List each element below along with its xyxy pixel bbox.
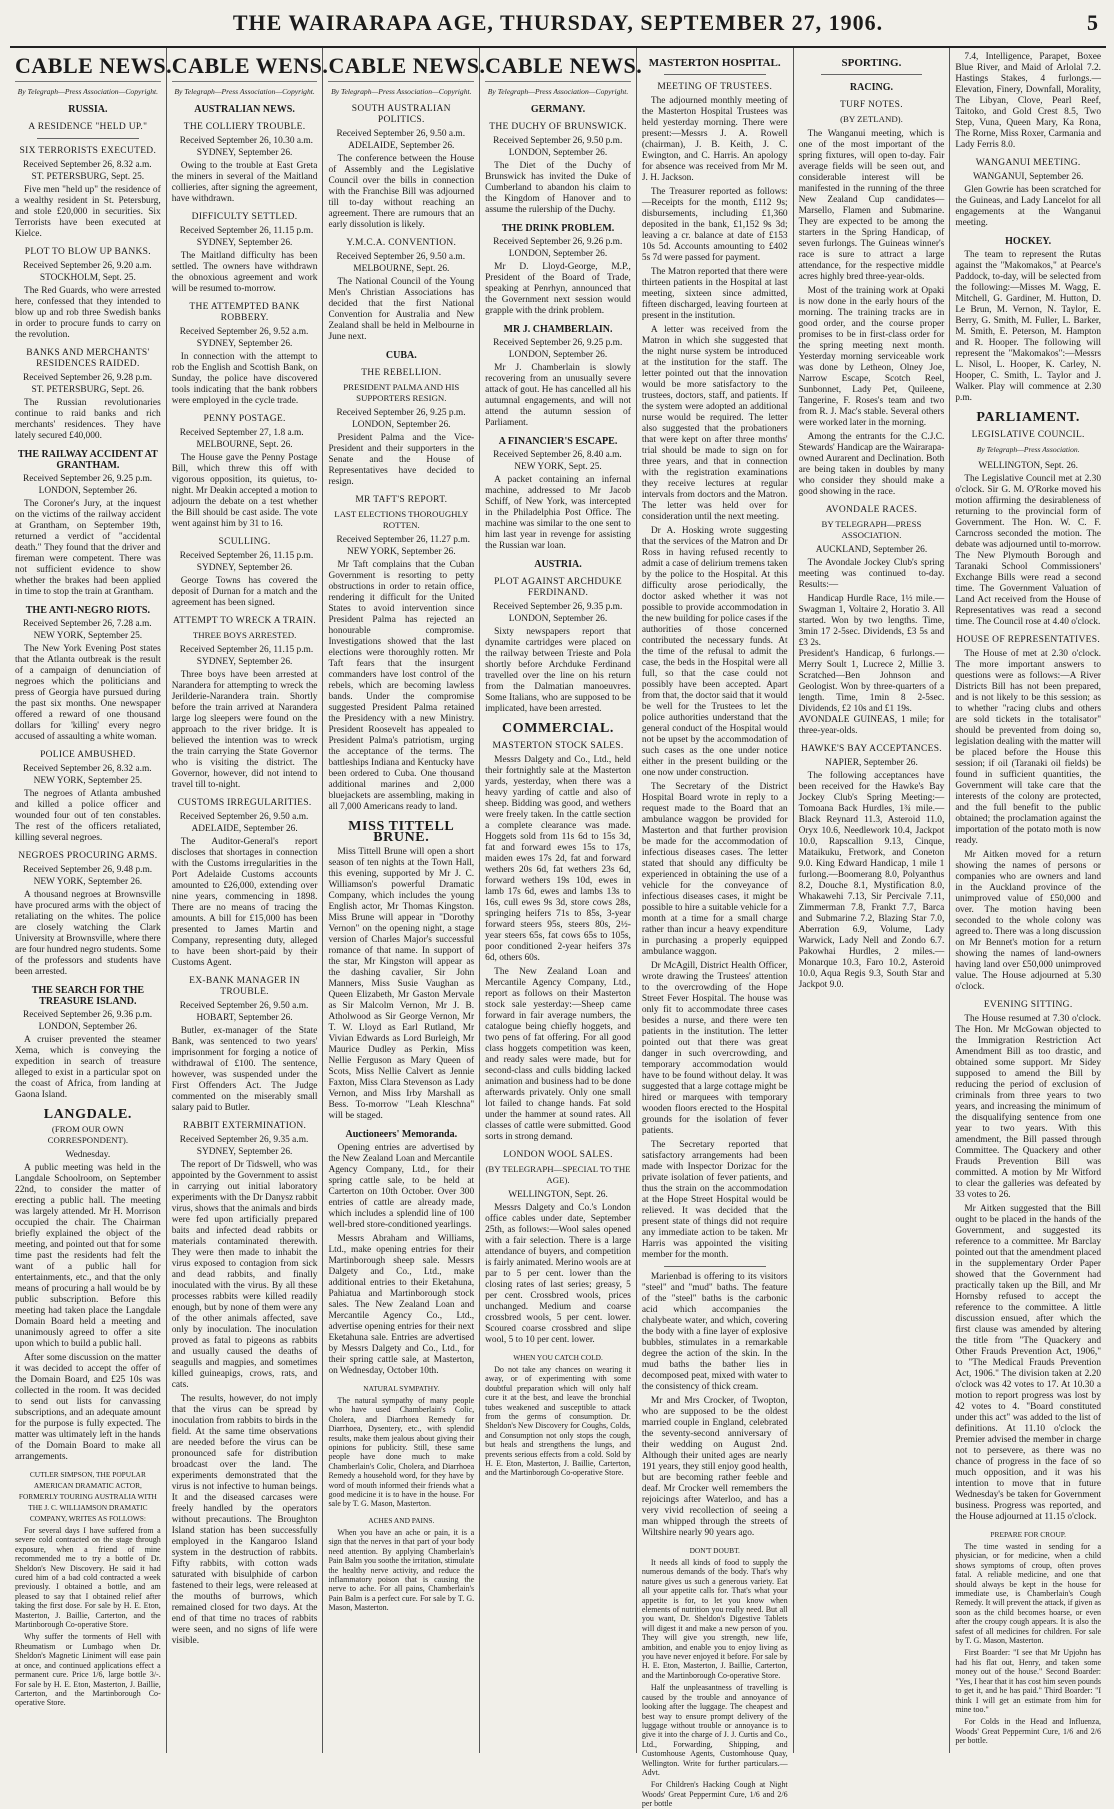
placeline: NEW YORK, September 26. xyxy=(347,547,456,557)
placeline: ST. PETERSBURG, Sept. 25. xyxy=(31,172,145,182)
article-subheading: THREE BOYS ARRESTED. xyxy=(192,630,297,640)
dateline: Received September 27, 1.8 a.m. xyxy=(179,428,304,438)
advert-body: The time wasted in sending for a physician, or for medicine, when a child shows symptoms of croup, often proves fatal. A reliable medicine, and one that should always be kept in the house for immediate use, is Chamberlain's Cough Remedy. It will prevent the attack, if given as soon as the child becomes hoarse, or even after the croupy cough appears. It is also the safest of all medicines for children. For sale by T. G. Mason, Masterton. xyxy=(955,1542,1102,1646)
placeline: MELBOURNE, Sept. 26. xyxy=(353,264,450,274)
article-heading: PLOT AGAINST ARCHDUKE FERDINAND. xyxy=(494,577,622,598)
article-body: Dr McAgill, District Health Officer, wrote drawing the Trustees' attention to the overcrowding of the Hope Street Fever Hospital. The house was only fit to accommodate three cases besides a nurse, and there were ten patients in the institution. The letter pointed out that there was great danger in such overcrowding, and temporary accommodation would have to be found without delay. It was suggested that a large cottage might be hired or marquees with temporary wooden floors erected to the Hospital grounds for the isolation of fever patients. xyxy=(641,961,788,1136)
dateline: Received September 26, 9.20 a.m. xyxy=(23,261,152,271)
article-subheading: BY TELEGRAPH—PRESS ASSOCIATION. xyxy=(821,519,922,540)
article-heading: LONDON WOOL SALES. xyxy=(503,1150,613,1160)
article-body: Miss Tittell Brune will open a short season of ten nights at the Town Hall, this evening, supported by Mr J. C. Williamson's powerful Dramatic Company, which includes the young English actor, Mr Thomas Kingston. Miss Brune will appear in "Dorothy Vernon" on the opening night, a stage version of Charles Major's successful romance of that name. In support of the star, Mr Kingston will appear as the dashing cavalier, Sir John Manners, Miss Susie Vaughan as Queen Elizabeth, Mr Gaston Mervale as Sir Malcolm Vernon, Mr J. B. Atholwood as Sir George Vernon, Mr T. W. Lloyd as Earl Rutland, Mr Vivian Edwards as Lord Burleigh, Mr Maurice Dudley as Perkin, Miss Nellie Ferguson as Mary Queen of Scots, Miss Nellie Calvert as Jennie Faxton, Miss Clara Stevenson as Lady Vernon, and Miss Irby Marshall as Bess. To-morrow "Leah Kleschna" will be staged. xyxy=(328,847,475,1121)
column-6 xyxy=(794,48,951,1753)
article-body: The Maitland difficulty has been settled. The owners have withdrawn the obnoxious agreement and work will be resumed to-morrow. xyxy=(171,251,318,294)
placeline: STOCKHOLM, Sept. 25. xyxy=(39,273,136,283)
placeline: LONDON, September 26. xyxy=(508,148,608,158)
credit-line: By Telegraph—Press Association—Copyright. xyxy=(17,87,159,96)
article-heading: WANGANUI MEETING. xyxy=(975,158,1081,168)
section-heading: CUBA. xyxy=(385,350,417,361)
article-heading: NEGROES PROCURING ARMS. xyxy=(18,851,158,861)
placeline: MELBOURNE, Sept. 26. xyxy=(196,440,293,450)
article-body: Most of the training work at Opaki is now done in the early hours of the morning. The training tracks are in good order, and the course proper promises to be in first-class order for the spring meeting next month. Yesterday morning serviceable work was done by Letheon, Olney Joe, Narrow Escape, Scotch Reel, Sunbonnet, Lady Pet, Quileene, Tangerine, F. Roses's team and two from R. J. Mac's stable. Several others were worked later in the morning. xyxy=(798,286,945,428)
column-4 xyxy=(480,48,643,1753)
placeline: SYDNEY, September 26. xyxy=(196,657,293,667)
dateline: Received September 26, 9.36 p.m. xyxy=(23,1010,153,1020)
advert-heading: ACHES AND PAINS. xyxy=(368,1515,435,1525)
masthead xyxy=(10,6,1106,48)
article-subheading: SIX TERRORISTS EXECUTED. xyxy=(19,146,157,156)
dateline: Received September 26, 9.25 p.m. xyxy=(336,408,466,418)
placeline: SYDNEY, September 26. xyxy=(196,1147,293,1157)
article-heading: THE DRINK PROBLEM. xyxy=(501,223,615,234)
article-body: 7.4, Intelligence, Parapet, Boxee Blue River, and Maid of Arlolal 7.2. Hastings Stakes, 4 furlongs.—Elevation, Finery, Downfall, Morality, The Libyan, Clove, Pearl Reef, Taitoko, and Gold Crest 8.5, Two Step, Vuna, Queen Mary, Ka Rona, The Rorne, Miss Roxer, Carmania and Lady Ferris 8.0. xyxy=(955,52,1102,150)
section-heading: AUSTRIA. xyxy=(534,559,582,570)
dateline: Received September 26, 8.32 a.m. xyxy=(23,764,152,774)
article-body: President Palma and the Vice-President and their supporters in the Senate and the House of Representatives have decided to resign. xyxy=(328,433,475,487)
article-heading: PENNY POSTAGE. xyxy=(203,414,286,424)
placeline: NEW YORK, September 25. xyxy=(33,776,143,786)
advert-body: For several days I have suffered from a severe cold contracted on the stage through exposure, when a friend of mine recommended me to try a bottle of Dr. Sheldon's New Discovery. He said it had cured him of a bad cold contracted a week previously. I obtained a bottle, and am pleased to say that I obtained relief after taking the first dose. For sale by H. E. Eton, Masterton, J. Baillie, Carterton, and the Martinborough Co-operative Store. xyxy=(15,1526,161,1630)
column-title: CABLE NEWS. xyxy=(485,54,631,82)
column-1 xyxy=(10,48,173,1753)
article-body: Sixty newspapers report that dynamite cartridges were placed on the railway between Trieste and Pola shortly before Archduke Ferdinand travelled over the line on his return from the Dalmatian manoeuvres. Some Italians, who are supposed to be implicated, have been arrested. xyxy=(485,627,631,714)
placeline: ST. PETERSBURG, Sept. 26. xyxy=(31,385,145,395)
article-heading: THE ANTI-NEGRO RIOTS. xyxy=(25,605,150,616)
article-heading: DIFFICULTY SETTLED. xyxy=(191,212,298,222)
dateline: Received September 26, 7.28 a.m. xyxy=(23,619,152,629)
article-body: The Legislative Council met at 2.30 o'clock. Sir G. M. O'Rorke moved his motion affirming the desirableness of returning to the provincial form of Government. The Hon. W. C. F. Carncross seconded the motion. The debate was adjourned until to-morrow. The New Plymouth Borough and Taranaki School Commissioners' Exchange Bills were read a second time. The Government Valuation of Land Act received from the House of Representatives was read a second time. The Council rose at 4.40 o'clock. xyxy=(955,474,1102,627)
article-heading: CUSTOMS IRREGULARITIES. xyxy=(177,798,312,808)
advert-heading: PREPARE FOR CROUP. xyxy=(990,1530,1066,1539)
article-body: The Treasurer reported as follows:—Receipts for the month, £112 9s; disbursements, including £1,360 deposited in the bank, £1,152 9s 3d; leaving a cr. balance at date of £153 10s 5d. Accounts amounting to £402 5s 7d were passed for payment. xyxy=(641,187,788,263)
article-body: Butler, ex-manager of the State Bank, was sentenced to two years' imprisonment for forging a notice of withdrawal of £100. The sentence, however, was suspended under the First Offenders Act. The Judge commented on the miserably small salary paid to Butler. xyxy=(171,1026,318,1113)
placeline: LONDON, September 26. xyxy=(508,249,608,259)
dateline: Received September 26, 9.50 a.m. xyxy=(179,1001,309,1011)
advert-body: Why suffer the torments of Hell with Rheumatism or Lumbago when Dr. Sheldon's Magnetic Liniment will ease pain at once, and continued applications effect a permanent cure. Price 1/6, large bottle 3/-. For sale by H. E. Eton, Masterton, J. Baillie, Carterton, and the Martinborough Co-operative Store. xyxy=(15,1632,161,1708)
column-2 xyxy=(167,48,329,1753)
placeline: Wednesday. xyxy=(65,1150,111,1160)
dateline: Received September 26, 11.27 p.m. xyxy=(336,535,470,545)
race-results: Handicap Hurdle Race, 1½ mile.—Swagman 1, Voltaire 2, Horatio 3. All started. Won by two lengths. Time, 3min 17 2-5sec. Dividends, £3 5s and £3 2s. President's Handicap, 6 furlongs.—Merry Soult 1, Lucrece 2, Millie 3. Scratched—Ben Johnson and Geologist. Won by three-quarters of a length. Time, 1min 8 2-5sec. Dividends, £2 10s and £1 19s. AVONDALE GUINEAS, 1 mile; for three-year-olds. xyxy=(798,594,945,736)
placeline: LONDON, September 26. xyxy=(38,1022,138,1032)
article-body: Among the entrants for the C.J.C. Stewards' Handicap are the Wairarapa-owned Aurarent and Declination. Both are being taken in doubles by many who consider they should make a good showing in the race. xyxy=(798,432,945,497)
article-heading: THE COLLIERY TROUBLE. xyxy=(183,122,306,132)
placeline: NEW YORK, Sept. 25. xyxy=(514,462,602,472)
article-body: Mr J. Chamberlain is slowly recovering from an unusually severe attack of gout. He has cancelled all his autumnal engagements, and will not attend the autumn session of Parliament. xyxy=(485,363,631,428)
credit-line: By Telegraph—Press Association—Copyright. xyxy=(174,87,315,96)
article-heading: Y.M.C.A. CONVENTION. xyxy=(346,238,457,248)
section-heading: AUSTRALIAN NEWS. xyxy=(194,104,295,115)
article-heading: A RESIDENCE "HELD UP." xyxy=(28,122,148,132)
article-heading: BANKS AND MERCHANTS' RESIDENCES RAIDED. xyxy=(26,348,150,369)
article-body: A packet containing an infernal machine, addressed to Mr Jacob Schiff, of New York, was intercepted in the Philadelphia Post Office. The machine was similar to the one sent to him last year in revenge for assisting the Russian war loan. xyxy=(485,475,631,551)
advert-body: For Colds in the Head and Influenza, Woods' Great Peppermint Cure, 1/6 and 2/6 per bottle. xyxy=(955,1717,1102,1746)
section-heading: COMMERCIAL. xyxy=(502,721,614,736)
article-heading: THE REBELLION. xyxy=(361,368,442,378)
divider xyxy=(664,74,766,75)
advert-heading: WHEN YOU CATCH COLD. xyxy=(513,1353,603,1362)
dateline: Received September 26, 10.30 a.m. xyxy=(179,136,314,146)
article-body: Marienbad is offering to its visitors "steel" and "mud" baths. The feature of the "steel" baths is the carbonic acid which accompanies the chalybeate water, and which, covering the body with a fine layer of explosive bubbles, stimulates in a remarkable degree the action of the skin. In the mud baths the bather lies in decomposed peat, mixed with water to the consistency of thick cream. xyxy=(641,1272,788,1392)
article-heading: EX-BANK MANAGER IN TROUBLE. xyxy=(189,976,301,997)
article-body: Opening entries are advertised by the New Zealand Loan and Mercantile Agency Company, Ltd., for their spring cattle sale, to be held at Carterton on 10th October. Over 300 entries of cattle are already made, which includes a splendid line of 100 well-bred store-conditioned yearlings. xyxy=(328,1143,475,1230)
article-heading: THE SEARCH FOR THE TREASURE ISLAND. xyxy=(31,985,145,1007)
article-heading: THE ATTEMPTED BANK ROBBERY. xyxy=(189,302,300,323)
article-heading: AVONDALE RACES. xyxy=(825,505,918,515)
dateline: Received September 26, 9.35 a.m. xyxy=(179,1135,309,1145)
masthead-title: THE WAIRARAPA AGE, THURSDAY, SEPTEMBER 27, 1906. xyxy=(232,10,884,35)
article-body: The New York Evening Post states that the Atlanta outbreak is the result of a campaign of denunciation of negroes which the politicians and press of Georgia have pursued during the past six months. One newspaper offered a reward of one thousand dollars for 'killing' every negro accused of assaulting a white woman. xyxy=(15,644,161,742)
article-subheading: (BY ZETLAND). xyxy=(840,114,903,124)
article-body: The Avondale Jockey Club's spring meeting was continued to-day. Results:— xyxy=(798,558,945,590)
dateline: Received September 26, 9.50 a.m. xyxy=(336,252,466,262)
placeline: SYDNEY, September 26. xyxy=(196,339,293,349)
article-heading: MR J. CHAMBERLAIN. xyxy=(503,324,613,335)
article-body: A thousand negroes at Brownsville have procured arms with the object of retaliating on the whites. The police are closely watching the Clark University at Brownsville, where there are four hundred negro students. Some of the professors and students have been arrested. xyxy=(15,890,161,977)
placeline: LONDON, September 26. xyxy=(508,350,608,360)
article-heading: MISS TITTELL BRUNE. xyxy=(348,819,455,845)
article-body: After some discussion on the matter it was decided to accept the offer of the Domain Board, and £25 10s was collected in the room. It was decided to send out lists for canvassing subscriptions, and an adequate amount for the purpose is fully expected. The matter was ultimately left in the hands of the Domain Board to make all arrangements. xyxy=(15,1353,161,1462)
dateline: Received September 26, 8.40 a.m. xyxy=(493,450,622,460)
placeline: NAPIER, September 26. xyxy=(825,758,918,768)
article-body: The adjourned monthly meeting of the Masterton Hospital Trustees was held yesterday morning. There were present:—Messrs J. A. Rowell (chairman), J. B. Keith, J. C. Ewington, and C. Harris. An apology for absence was received from Mr M. J. H. Jackson. xyxy=(641,96,788,183)
credit-line: By Telegraph—Press Association—Copyright. xyxy=(331,87,472,96)
column-3 xyxy=(323,48,486,1753)
article-body: The Russian revolutionaries continue to raid banks and rich merchants' residences. They have lately secured £40,000. xyxy=(15,398,161,441)
article-body: A letter was received from the Matron in which she suggested that the night nurse system be introduced at the institution for the staff. The letter pointed out that the innovation would be more satisfactory to the trustees, doctors, staff, and patients. If the system were adopted an additional nurse would be required. The letter also suggested that the probationers that were kept on after three months' trial should be made to sign on for three years, and that in connection with the registration examinations they receive lectures at regular intervals from doctors and the Matron. The letter was held over for consideration until the next meeting. xyxy=(641,325,788,522)
dateline: Received September 26, 9.48 p.m. xyxy=(23,865,153,875)
section-heading: HOCKEY. xyxy=(1005,236,1052,247)
article-heading: HAWKE'S BAY ACCEPTANCES. xyxy=(800,744,942,754)
article-heading: THE RAILWAY ACCIDENT AT GRANTHAM. xyxy=(17,449,158,471)
dateline: Received September 26, 9.50 p.m. xyxy=(493,136,623,146)
dateline: Received September 26, 9.50 a.m. xyxy=(336,129,466,139)
article-body: The Auditor-General's report discloses that shortages in connection with the Customs irregularities in the Port Adelaide Customs accounts amounted to £26,000, extending over nine years, commencing in 1898. There are no means of tracing the amounts. A bill for £15,000 has been presented to James Martin and Company, representing duty, alleged to have been short-paid by their Customs Agent. xyxy=(171,837,318,968)
article-heading: THE DUCHY OF BRUNSWICK. xyxy=(489,122,627,132)
placeline: WELLINGTON, Sept. 26. xyxy=(508,1190,608,1200)
article-body: Mr Aitken moved for a return showing the names of persons or companies who are owners and land in the Auckland province of the unimproved value of £50,000 and over. The motion having been seconded to the whole colony was agreed to. There was a long discussion on Mr Bennet's motion for a return showing the names of land-owners having land over £50,000 unimproved value. The House adjourned at 5.30 o'clock. xyxy=(955,850,1102,992)
article-body: The Secretary of the District Hospital Board wrote in reply to a request made to the Board that an ambulance waggon be provided for Masterton and that further provision be made for the accommodation of infectious diseases cases. The letter stated that should any difficulty be experienced in obtaining the use of a vehicle for the conveyance of infectious diseases cases, it might be possible to hire a suitable vehicle for a month at a time for a small charge rather than incur a heavy expenditure in purchasing a properly equipped ambulance waggon. xyxy=(641,782,788,957)
article-heading: A FINANCIER'S ESCAPE. xyxy=(498,436,618,447)
article-heading: MASTERTON STOCK SALES. xyxy=(492,741,624,751)
article-body: The Wanganui meeting, which is one of the most important of the spring fixtures, will open to-day. Fair average fields will be seen out, and considerable interest will be manifested in the running of the three New Zealand Cup candidates—Marsello, Flamen and Submarine. They are expected to be among the starters in the Spring Handicap, of seven furlongs. The Guineas winner's race is sure to attract a large attendance, for the respective middle acres highly bred three-year-olds. xyxy=(798,129,945,282)
divider xyxy=(37,138,139,139)
placeline: ADELAIDE, September 26. xyxy=(348,141,455,151)
placeline: LONDON, September 26. xyxy=(352,420,451,430)
article-body: The results, however, do not imply that the virus can be spread by inoculation from rabbits to birds in the field. At the same time observations are needed before the virus can be pronounced safe for distribution broadcast over the land. The experiments demonstrated that the virus is not infective to human beings. It and the diseased carcases were freely handled by the operators without precautions. The Broughton Island station has been successfully employed in the Kangaroo Island system in the destruction of rabbits. Fifty rabbits, with cotton wads saturated with bisulphide of carbon fastened to their legs, were released at the mouths of burrows, which remained closed for two days. At the end of that time no traces of rabbits were seen, and no signs of life were visible. xyxy=(171,1394,318,1646)
article-body: The conference between the House of Assembly and the Legislative Council over the bills in connection with the Franchise Bill was adjourned till to-day without reaching an agreement. There are rumours that an early dissolution is likely. xyxy=(328,154,475,230)
article-body: The following acceptances have been received for the Hawke's Bay Jockey Club's Spring Meeting:—Tomoana Back Hurdles, 1¾ mile.—Black Reynard 11.3, Asteroid 11.0, Oryx 10.6, Needlework 10.4, Jackpot 10.0, Rapscallion 9.13, Cinque, Mataikuku, Fretwork, and Coneton 9.0. King Edward Handicap, 1 mile 1 furlong.—Boomerang 8.0, Polyanthus 8.2, Douche 8.1, Mystification 8.0, Whakawehi 7.13, Sir Percivale 7.11, Zimmerman 7.8, Frankt 7.7, Barca and Submarine 7.2, Blazing Star 7.0, Aberration 6.9, Volume, Lady Warwick, Lady Nell and Zondo 6.7. Pakowhai Hurdles, 2 miles.—Monarque 10.3, Faro 10.2, Asteroid 10.0, Aqua Regis 9.3, South Star and Jackpot 9.0. xyxy=(798,771,945,990)
article-body: Five men "held up" the residence of a wealthy resident in St. Petersburg, and stole £20,000 in securities. Six Terrorists have been executed at Kielce. xyxy=(15,185,161,239)
placeline: WANGANUI, September 26. xyxy=(972,172,1084,182)
dateline: Received September 26, 11.15 p.m. xyxy=(179,551,314,561)
article-heading: MR TAFT'S REPORT. xyxy=(355,495,448,505)
article-subheading: LEGISLATIVE COUNCIL. xyxy=(971,430,1085,440)
article-heading: PLOT TO BLOW UP BANKS. xyxy=(24,247,151,257)
dateline: Received September 26, 9.50 a.m. xyxy=(179,812,309,822)
advert-body: The natural sympathy of many people who have used Chamberlain's Colic, Cholera, and Diarrhoea Remedy for Diarrhoea, Dysentery, etc., with splendid results, make them jealous about giving their opinions for publicity. Still, these same people have done much to make Chamberlain's Colic, Cholera, and Diarrhoea Remedy a household word, for they have by word of mouth informed their friends what a good medicine it is to have in the house. For sale by T. G. Mason, Masterton. xyxy=(328,1396,475,1509)
article-body: Messrs Dalgety and Co.'s London office cables under date, September 25th, as follows:—Wool sales opened with a fair selection. There is a large attendance of buyers, and competition is fairly animated. Merino wools are at par to 5 per cent. lower than the closing rates of last series; greasy, 5 per cent. Crossbred wools, prices unchanged. Medium and coarse crossbred wools, 5 per cent. lower. Scoured coarse crossbred and slipe wool, 5 to 10 per cent. lower. xyxy=(485,1203,631,1345)
advert-body: Do not take any chances on wearing it away, or of experimenting with some doubtful preparation which will only half cure it at the best, and leave the bronchial tubes weakened and susceptible to attack from the germs of consumption. Dr. Sheldon's New Discovery for Coughs, Colds, and Consumption not only stops the cough, but heals and strengthens the lungs, and prevents serious effects from a cold. Sold by H. E. Eton, Masterton, J. Baillie, Carterton, and the Martinborough Co-operative Store. xyxy=(485,1365,631,1478)
placeline: HOBART, September 26. xyxy=(196,1013,293,1023)
article-heading: SOUTH AUSTRALIAN POLITICS. xyxy=(351,104,451,125)
article-body: The New Zealand Loan and Mercantile Agency Company, Ltd., report as follows on their Masterton stock sale yesterday:—Sheep came forward in fair average numbers, the catalogue being chiefly hoggets, and two pens of fat offering. For all good class hoggets competition was keen, and ready sales were made, but for second-class and culls bidding lacked animation and business had to be done afterwards privately. Only one small lot failed to change hands. Fat sold under the hammer at sound rates. All classes of cattle were submitted. Good sorts in strong demand. xyxy=(485,967,631,1142)
article-body: Mr D. Lloyd-George, M.P., President of the Board of Trade, speaking at Penrhyn, announced that the Government next session would grapple with the drink problem. xyxy=(485,262,631,316)
placeline: ADELAIDE, September 26. xyxy=(191,824,298,834)
advert-body: It needs all kinds of food to supply the numerous demands of the body. That's why nature gives us such a generous variety. Eat all your appetite calls for. That's what your appetite is for, to let you know when elements of nutrition you really need. But all you want, Dr. Sheldon's Digestive Tablets will digest it and make a new person of you. They will give you strength, new life, ambition, and enable you to enjoy living as you have never enjoyed it before. For sale by H. E. Eton, Masterton, J. Baillie, Carterton, and the Martinborough Co-operative Store. xyxy=(641,1558,788,1680)
section-heading: PARLIAMENT. xyxy=(976,410,1081,425)
article-heading: EVENING SITTING. xyxy=(983,1000,1073,1010)
article-heading: TURF NOTES. xyxy=(839,100,903,110)
article-body: The negroes of Atlanta ambushed and killed a police officer and wounded four out of ten constables. The rest of the officers retaliated, killing several negroes. xyxy=(15,789,161,843)
article-heading: LANGDALE. xyxy=(43,1107,132,1122)
article-heading: HOUSE OF REPRESENTATIVES. xyxy=(956,635,1101,645)
article-body: The team to represent the Rutas against the "Makomakos," at Pearce's Paddock, to-day, will be selected from the following:—Misses M. Wagg, E. Mitchell, G. Gardiner, M. Hutton, D. Le Brun, M. Vernon, N. Taylor, E. Berry, G. Smith, M. Fuller, L. Barker, M. Smith, E. Peterson, M. Hampton and R. Hooper. The following will represent the "Makomakos":—Messrs L. Nisol, L. Hooper, K. Carley, N. Hooper, C. Smith, L. Taylor and J. Walker. Play will commence at 2.30 p.m. xyxy=(955,250,1102,403)
advert-body: When you have an ache or pain, it is a sign that the nerves in that part of your body need attention. By applying Chamberlain's Pain Balm you soothe the irritation, stimulate the healthy nerve activity, and reduce the inflammatory poison that is causing the nerve to ache. For all pains, Chamberlain's Pain Balm is a perfect cure. For sale by T. G. Mason, Masterton. xyxy=(328,1527,475,1613)
dateline: Received September 26, 9.28 p.m. xyxy=(23,373,153,383)
placeline: SYDNEY, September 26. xyxy=(196,238,293,248)
article-heading: SCULLING. xyxy=(218,537,271,547)
article-subheading: LAST ELECTIONS THOROUGHLY ROTTEN. xyxy=(334,509,469,530)
dateline: Received September 26, 8.32 a.m. xyxy=(23,160,152,170)
article-body: Messrs Abraham and Williams, Ltd., make opening entries for their Martinborough sheep sale. Messrs Dalgety and Co., Ltd., make additional entries to their Eketahuna, Pahiatua and Martinborough stock sales. The New Zealand Loan and Mercantile Agency Co., Ltd., advertise opening entries for their next Eketahuna sale. Entries are advertised by Messrs Dalgety and Co., Ltd., for their spring cattle sale, at Masterton, on Wednesday, October 10th. xyxy=(328,1234,475,1376)
article-subheading: MEETING OF TRUSTEES. xyxy=(657,82,773,92)
article-heading: POLICE AMBUSHED. xyxy=(40,750,136,760)
column-title: CABLE WENS. xyxy=(172,54,318,82)
article-subheading: (FROM OUR OWN CORRESPONDENT). xyxy=(47,1124,129,1145)
article-body: The House of met at 2.30 o'clock. The more important answers to questions were as follows:—A River Districts Bill has not been prepared, and is not likely to be this session; as to whether "racing clubs and others are sold tickets in the totalisator" should be prevented from doing so, legislation dealing with the matter will be placed before the House this session; if oil (Taranaki oil fields) be found in sufficient quantities, the Government will take care that the interests of the colony are protected, and the full benefit to the public obtained; the proclamation against the importation of the potato moth is now ready. xyxy=(955,649,1102,846)
article-body: Dr A. Hosking wrote suggesting that the services of the Matron and Dr Ross in having refused recently to admit a case of delirium tremens taken by the police to the Hospital. At this difficulty arose periodically, the doctor asked whether it was not possible to provide accommodation in the new building for police cases if the authorities of those concerned contributed the necessary funds. At the time of the refusal to admit the case, the beds in the Hospital were all full, so that the case could not possibly have been accepted. Apart from that, the doctor said that it would be well for the Trustees to let the police authorities understand that the general conduct of the Hospital would not be upset by the accommodation of such cases as the one under notice either in the present building or the one now under construction. xyxy=(641,526,788,778)
advert-heading: CUTLER SIMPSON, THE POPULAR AMERICAN DRAMATIC ACTOR, FORMERLY TOURING AUSTRALIA WITH THE J. C. WILLIAMSON DRAMATIC COMPANY, WRITES AS FOLLOWS: xyxy=(18,1470,157,1523)
article-body: The Secretary reported that satisfactory arrangements had been made with Inspector Dorizac for the private isolation of fever patients, and thus the strain on the accommodation at the Hope Street Hospital would be relieved. It was decided that the present state of things did not require any immediate action to be taken. Mr Harris was appointed the visiting member for the month. xyxy=(641,1140,788,1260)
placeline: SYDNEY, September 26. xyxy=(196,148,293,158)
article-body: In connection with the attempt to rob the English and Scottish Bank, on Sunday, the police have discovered tools indicating that the bank robbers were employed in the cycle trade. xyxy=(171,352,318,406)
article-body: George Towns has covered the deposit of Durnan for a match and the agreement has been signed. xyxy=(171,576,318,608)
article-body: The Diet of the Duchy of Brunswick has invited the Duke of Cumberland to abandon his claim to the Kingdom of Hanover and to assume the rulership of the Duchy. xyxy=(485,161,631,215)
dateline: Received September 26, 11.15 p.m. xyxy=(179,226,314,236)
article-body: Glen Gowrie has been scratched for the Guineas, and Lady Lancelot for all engagements at the Wanganui meeting. xyxy=(955,185,1102,228)
advert-body: First Boarder: "I see that Mr Upjohn has had his flat out, Henry, and taken some money out of the house." Second Boarder: "Yes, I hear that it has cost him seven pounds to get it, and he has paid." Third Boarder: "I think I will get an estimate from him for mine too." xyxy=(955,1648,1102,1714)
advert-body: Half the unpleasantness of travelling is caused by the trouble and annoyance of looking after the luggage. The cheapest and best way to ensure prompt delivery of the luggage without trouble or annoyance is to give it into the charge of J. J. Curtis and Co., Ltd., Forwarding, Shipping, and Customhouse Agents, Customhouse Quay, Wellington. Write for further particulars.—Advt. xyxy=(641,1683,788,1777)
credit-line: By Telegraph—Press Association—Copyright. xyxy=(487,87,629,96)
article-body: The National Council of the Young Men's Christian Associations has decided that the first National Convention for Australia and New Zealand shall be held in Melbourne in June next. xyxy=(328,277,475,342)
section-heading: RUSSIA. xyxy=(68,104,108,115)
article-body: Messrs Dalgety and Co., Ltd., held their fortnightly sale at the Masterton yards, yesterday, when there was a heavy yarding of cattle and also of sheep. Bidding was good, and wethers were freely taken. In the cattle section a complete clearance was made. Hoggets sold from 11s 6d to 15s 3d, fat and forward ewes 15s to 17s, maiden ewes 17s 2d, fat and forward wethers 20s 6d, fat wethers 23s 6d, forward wethers 19s 10d, ewes in lamb 17s 6d, ewes and lambs 13s to 16s, cull ewes 9s 3d, store cows 28s, springing heifers 71s to 85s, 3-year forward steers 95s, steers 80s, 2½-year steers 65s, fat cows 65s to 105s, poor conditioned 2-year heifers 37s 6d, others 60s. xyxy=(485,755,631,963)
placeline: SYDNEY, September 26. xyxy=(196,563,293,573)
article-heading: ATTEMPT TO WRECK A TRAIN. xyxy=(173,616,317,626)
article-body: The Coroner's Jury, at the inquest on the victims of the railway accident at Grantham, on September 19th, returned a verdict of "accidental death." They found that the driver and fireman were competent. There was not sufficient evidence to show whether the brakes had been applied in time to stop the train at Grantham. xyxy=(15,499,161,597)
divider xyxy=(664,1266,766,1267)
placeline: WELLINGTON, Sept. 26. xyxy=(978,461,1078,471)
article-heading: RABBIT EXTERMINATION. xyxy=(182,1121,307,1131)
article-body: Mr and Mrs Crocker, of Twopton, who are supposed to be the oldest married couple in England, celebrated the seventy-second anniversary of their wedding on August 2nd. Although their united ages are nearly 191 years, they still enjoy good health, but are becoming rather feeble and deaf. Mr Crocker well remembers the rejoicings after Waterloo, and has a very vivid recollection of seeing a man whipped through the streets of Wiltshire nearly 90 years ago. xyxy=(641,1396,788,1538)
article-subheading: PRESIDENT PALMA AND HIS SUPPORTERS RESIGN. xyxy=(343,382,460,403)
dateline: Received September 26, 9.52 a.m. xyxy=(179,327,309,337)
advert-body: For Children's Hacking Cough at Night Woods' Great Peppermint Cure, 1/6 and 2/6 per bottle xyxy=(641,1780,788,1809)
section-heading: GERMANY. xyxy=(530,104,586,115)
section-heading: RACING. xyxy=(849,82,893,93)
placeline: LONDON, September 26. xyxy=(38,486,138,496)
column-title: CABLE NEWS. xyxy=(328,54,474,82)
column-5 xyxy=(637,48,794,1809)
article-body: A cruiser prevented the steamer Xema, which is conveying the expedition in search of treasure alleged to exist in a particular spot on the coast of Africa, from landing at Gaona Island. xyxy=(15,1035,161,1100)
credit-line: By Telegraph—Press Association. xyxy=(976,445,1080,454)
article-subheading: (BY TELEGRAPH—SPECIAL TO THE AGE). xyxy=(485,1164,631,1185)
column-title: CABLE NEWS. xyxy=(15,54,161,82)
article-body: The House resumed at 7.30 o'clock. The Hon. Mr McGowan objected to the Immigration Restriction Act Amendment Bill as too drastic, and obtained some support. Mr Sidey supposed to amend the Bill by reducing the period of exclusion of criminals from three years to two years, and increasing the minimum of the disqualifying sentence from one year to two years. With this amendment, the Bill passed through Committee. The Quackery and other Frauds Prevention Bill was committed. A motion by Mr Witford to clear the galleries was defeated by 33 votes to 26. xyxy=(955,1014,1102,1200)
dateline: Received September 26, 11.15 p.m. xyxy=(179,645,314,655)
article-heading: Auctioneers' Memoranda. xyxy=(345,1129,458,1140)
advert-heading: DON'T DOUBT. xyxy=(689,1546,740,1555)
page-number: 5 xyxy=(1087,10,1098,35)
article-body: The House gave the Penny Postage Bill, which threw this off with vigorous opposition, its quietus, to-night. Mr Deakin accepted a motion to adjourn the debate on a test whether the Bill should be cast aside. The vote went against him by 31 to 16. xyxy=(171,453,318,529)
article-body: Three boys have been arrested at Narandera for attempting to wreck the Jerilderie-Narandera train. Shortly before the train arrived at Narandera large log sleepers were found on the approach to the river bridge. It is believed the intention was to wreck the train carrying the State Governor who is visiting the district. The Governor, however, did not intend to travel till to-night. xyxy=(171,670,318,790)
article-body: The Matron reported that there were thirteen patients in the Hospital at last meeting, sixteen since admitted, fifteen discharged, leaving fourteen at present in the institution. xyxy=(641,267,788,321)
article-body: A public meeting was held in the Langdale Schoolroom, on September 22nd, to consider the matter of erecting a public hall. The meeting was largely attended. Mr H. Morrison occupied the chair. The Chairman briefly explained the object of the meeting, and pointed out that for some time past the residents had felt the want of a public hall for entertainments, etc., and that the only means of procuring a hall would be by public subscription. Before this meeting had taken place the Langdale Domain Board held a meeting and unanimously agreed to offer a site upon which to build a public hall. xyxy=(15,1163,161,1349)
dateline: Received September 26, 9.25 p.m. xyxy=(23,474,153,484)
placeline: LONDON, September 26. xyxy=(508,614,608,624)
article-body: Owing to the trouble at East Greta the miners in several of the Maitland collieries, after signing the agreement, have withdrawn. xyxy=(171,161,318,204)
dateline: Received September 26, 9.35 p.m. xyxy=(493,602,623,612)
placeline: NEW YORK, September 25. xyxy=(33,631,143,641)
columns xyxy=(10,48,1106,1809)
article-body: Mr Aitken suggested that the Bill ought to be placed in the hands of the Government, and suggested its reference to a committee. Mr Barclay pointed out that the amendment placed in the supplementary Order Paper showed that the Government had practically taken up the Bill, and Mr Hornsby refused to accept the reference to the committee. A little discussion ensued, after which the first clause was amended by altering the title from "The Quackery and Other Frauds Prevention Act, 1906," to "The Medical Frauds Prevention Act, 1906." The division taken at 2.20 o'clock was 42 votes to 17. At 10.30 a motion to report progress was lost by 42 votes to 4. "Board constituted under this act" was added to the list of definitions. At 11.10 o'clock the Premier advised the member in charge not to persevere, as there was no chance of progress in the face of so much opposition, and it was his intention to move that in future Wednesday's be taken for Government business. Progress was reported, and the House adjourned at 11.15 o'clock. xyxy=(955,1204,1102,1522)
advert-heading: NATURAL SYMPATHY. xyxy=(363,1384,440,1393)
divider xyxy=(821,74,923,75)
article-body: The report of Dr Tidswell, who was appointed by the Government to assist in carrying out initial laboratory experiments with the Dr Danysz rabbit virus, shows that the animals and birds were fed upon artificially prepared baits and infected dead rabbits or materials contaminated therewith. They were then made to inhabit the virus exposed to contagion from sick and dead rabbits, and finally inoculated with the virus. By all these processes rabbits were killed readily enough, but by none of them were any of the other animals affected, save only by inoculation. The inoculation proved as fatal to pigeons as rabbits and usually caused the deaths of seagulls and magpies, and sometimes killed guineapigs, crows, rats, and cats. xyxy=(171,1160,318,1390)
column-7 xyxy=(950,48,1106,1753)
placeline: AUCKLAND, September 26. xyxy=(815,545,928,555)
dateline: Received September 26, 9.26 p.m. xyxy=(493,237,623,247)
article-body: Mr Taft complains that the Cuban Government is resorting to petty obstructions in order to retain office, rendering it difficult for the United States to avoid intervention since President Palma has rejected an honourable compromise. Investigations showed that the last elections were thoroughly rotten. Mr Taft fears that the insurgent commanders have lost control of the rebels, which are becoming lawless bands. Under the compromise suggested President Palma retained the Presidency with a new Ministry. President Roosevelt has appealed to President Palma's patriotism, urging the acceptance of the terms. The battleships Indiana and Kentucky have been ordered to Cuba. One thousand additional marines and 2,000 bluejackets are assembling, making in all 7,000 Americans ready to land. xyxy=(328,560,475,812)
article-heading: MASTERTON HOSPITAL. xyxy=(648,57,781,69)
placeline: NEW YORK, September 26. xyxy=(33,877,143,887)
section-heading: SPORTING. xyxy=(841,57,902,69)
article-body: The Red Guards, who were arrested here, confessed that they intended to blow up and rob three Swedish banks in order to procure funds to carry on the revolution. xyxy=(15,286,161,340)
dateline: Received September 26, 9.25 p.m. xyxy=(493,338,623,348)
